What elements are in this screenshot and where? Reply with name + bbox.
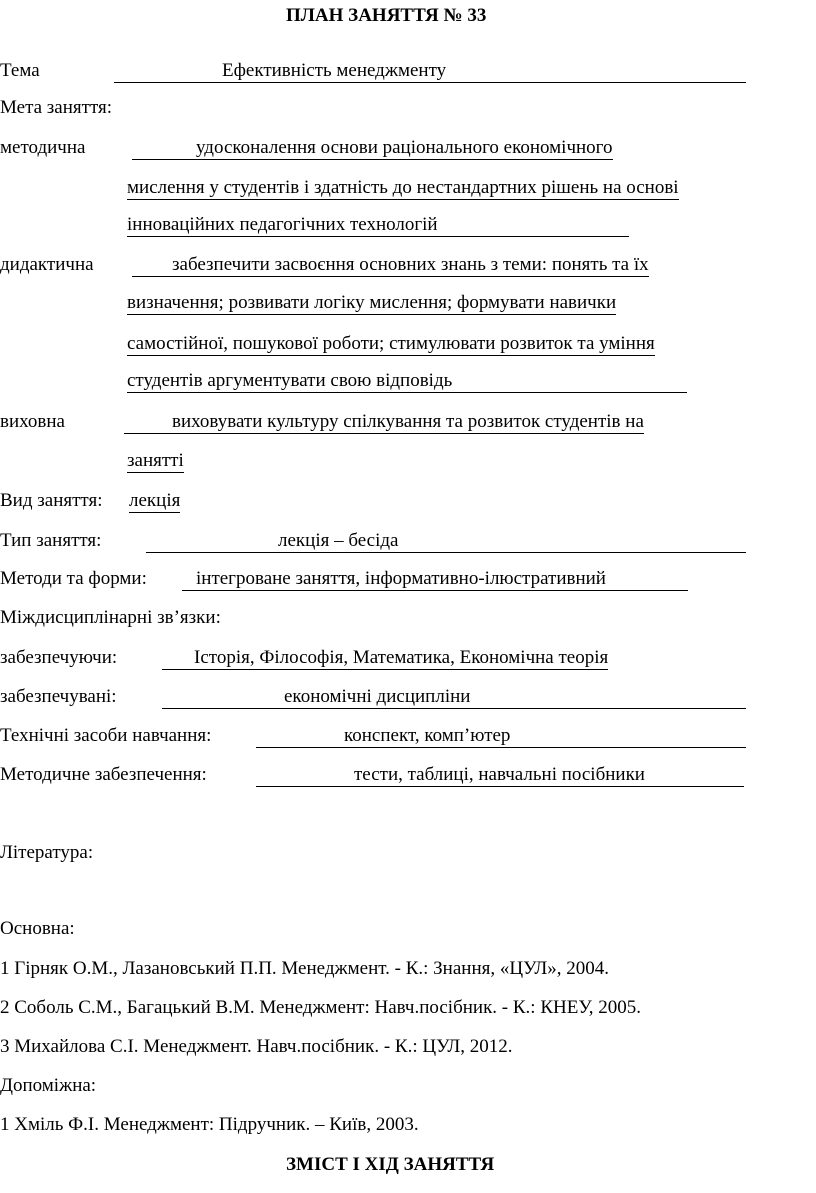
vykhovna-line-2: занятті — [127, 450, 184, 471]
tema-label: Тема — [0, 60, 40, 81]
metodychne-value: тести, таблиці, навчальні посібники — [256, 764, 744, 787]
zabezpechuvani-label: забезпечувані: — [0, 686, 117, 707]
typ-label: Тип заняття: — [0, 530, 102, 551]
osnovna-item-3: 3 Михайлова С.І. Менеджмент. Навч.посібник. - К.: ЦУЛ, 2012. — [0, 1036, 513, 1057]
metodychna-label: методична — [0, 137, 86, 158]
tema-value: Ефективність менеджменту — [114, 60, 746, 83]
literatura-label: Література: — [0, 842, 94, 863]
meta-label: Мета заняття: — [0, 97, 113, 118]
osnovna-item-1: 1 Гірняк О.М., Лазановський П.П. Менеджмент. - К.: Знання, «ЦУЛ», 2004. — [0, 958, 610, 979]
dydaktychna-line-1: забезпечити засвоєння основних знань з теми: понять та їх — [132, 254, 649, 277]
osnovna-item-2: 2 Соболь С.М., Багацький В.М. Менеджмент: Навч.посібник. - К.: КНЕУ, 2005. — [0, 997, 641, 1018]
zabezpechuvani-value: економічні дисципліни — [162, 686, 746, 709]
tekhnichni-value: конспект, комп’ютер — [256, 725, 746, 748]
metodychne-label: Методичне забезпечення: — [0, 764, 207, 785]
dydaktychna-label: дидактична — [0, 254, 94, 275]
dydaktychna-line-2: визначення; розвивати логіку мислення; формувати навички — [127, 292, 617, 313]
vyd-label: Вид заняття: — [0, 490, 103, 511]
mizhdysc-label: Міждисциплінарні зв’язки: — [0, 607, 221, 628]
metody-label: Методи та форми: — [0, 568, 147, 589]
typ-value: лекція – бесіда — [146, 530, 746, 553]
zabezpechuyuchi-label: забезпечуючи: — [0, 647, 118, 668]
tekhnichni-label: Технічні засоби навчання: — [0, 725, 212, 746]
vykhovna-label: виховна — [0, 411, 65, 432]
dydaktychna-line-3: самостійної, пошукової роботи; стимулювати розвиток та уміння — [127, 333, 655, 354]
dopomizhna-item-1: 1 Хміль Ф.І. Менеджмент: Підручник. – Київ, 2003. — [0, 1114, 419, 1135]
dopomizhna-label: Допоміжна: — [0, 1075, 97, 1096]
metody-value: інтегроване заняття, інформативно-ілюстративний — [182, 568, 688, 591]
section-title: ЗМІСТ І ХІД ЗАНЯТТЯ — [286, 1154, 495, 1175]
dydaktychna-line-4: студентів аргументувати свою відповідь — [127, 370, 687, 393]
vyd-value: лекція — [129, 490, 181, 511]
osnovna-label: Основна: — [0, 918, 75, 939]
page-title: ПЛАН ЗАНЯТТЯ № 33 — [286, 5, 487, 26]
zabezpechuyuchi-value: Історія, Філософія, Математика, Економічна теорія — [162, 647, 608, 670]
vykhovna-line-1: виховувати культуру спілкування та розвиток студентів на — [124, 411, 644, 434]
metodychna-line-2: мислення у студентів і здатність до нестандартних рішень на основі — [127, 177, 679, 198]
metodychna-line-3: інноваційних педагогічних технологій — [127, 214, 629, 237]
metodychna-line-1: удосконалення основи раціонального економічного — [132, 137, 613, 160]
